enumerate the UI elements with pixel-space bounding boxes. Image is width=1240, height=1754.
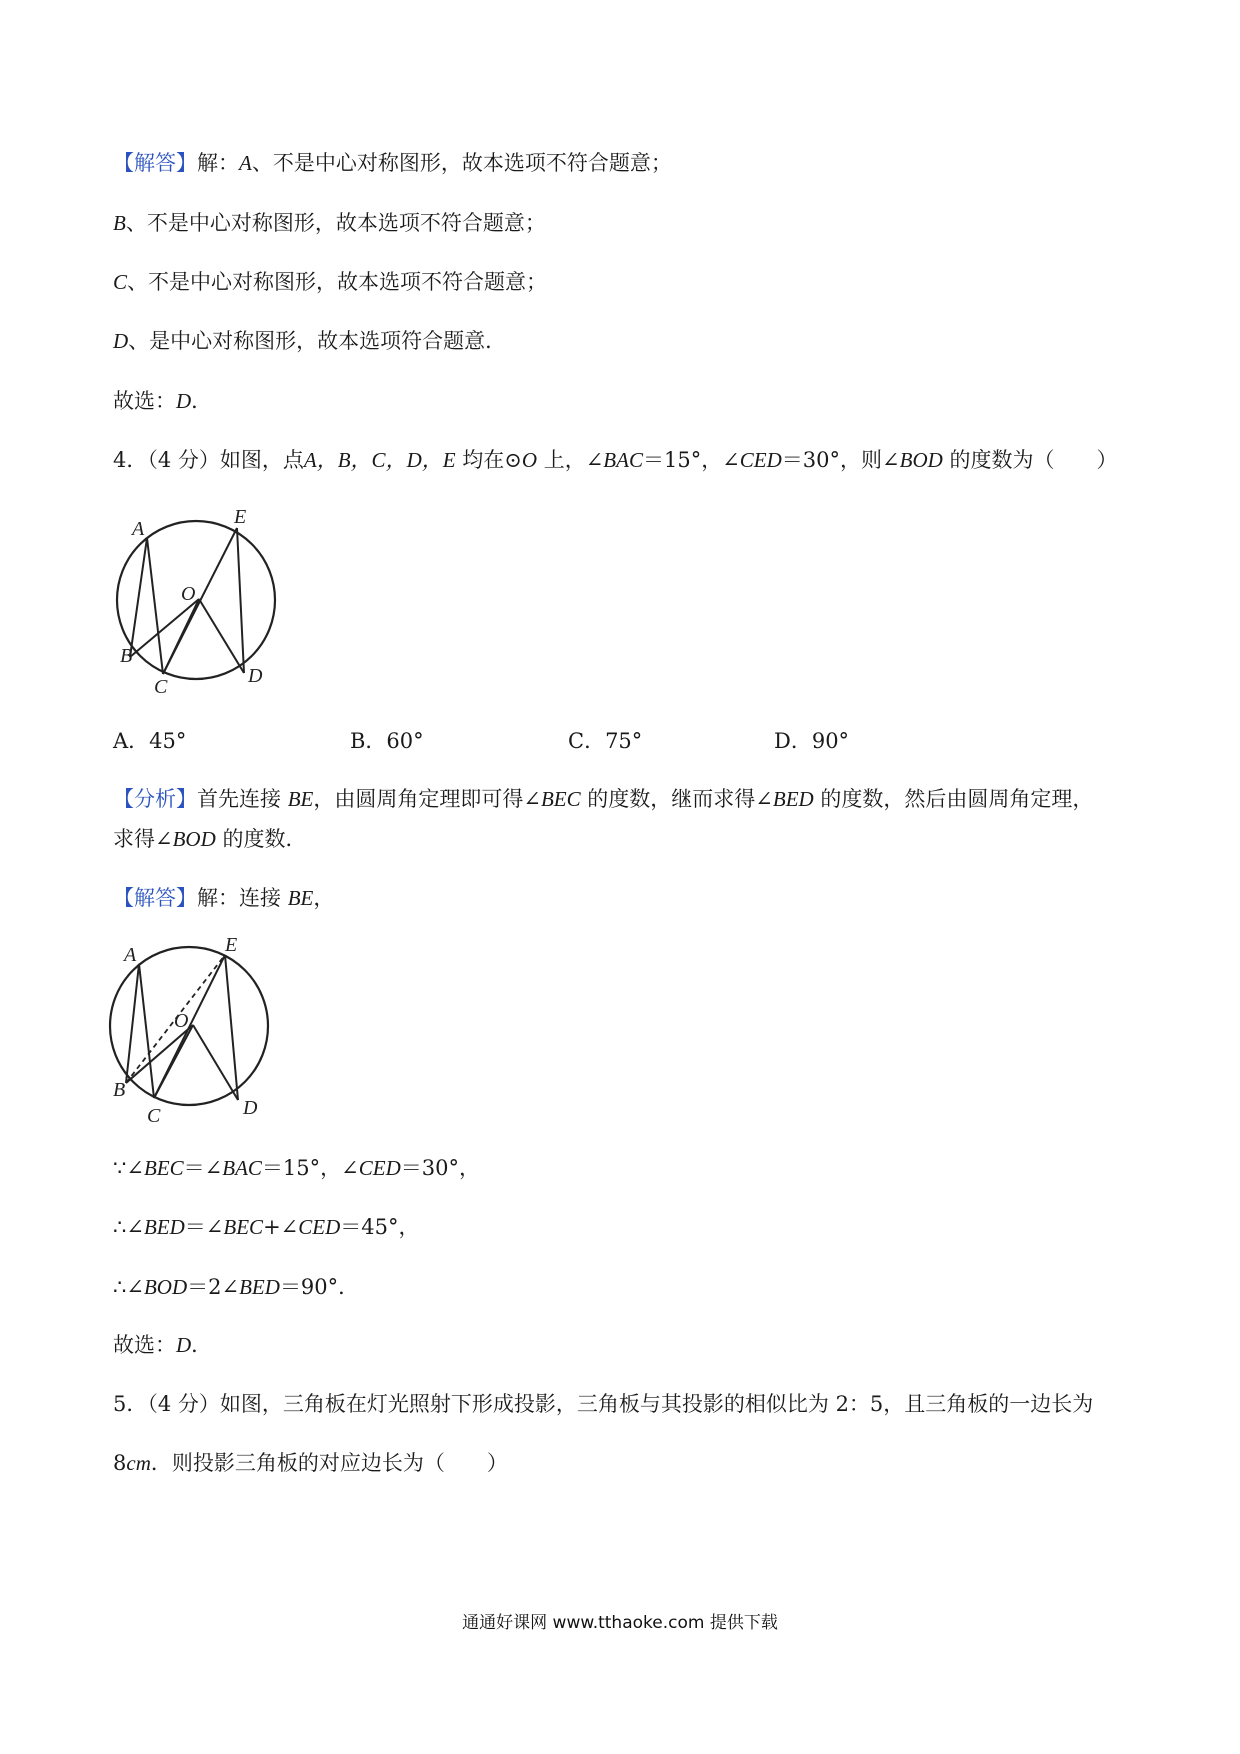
- q4-stem: [113, 445, 1117, 475]
- var: A: [239, 151, 252, 175]
- var: D: [176, 389, 192, 413]
- var: BEC: [223, 1215, 264, 1239]
- q4-step-2: [113, 1212, 420, 1242]
- label-b: B: [113, 1079, 126, 1101]
- text: 解：连接: [197, 886, 288, 910]
- var: BEC: [540, 787, 581, 811]
- q3-answer-line-1: [113, 148, 672, 178]
- text: 故选：: [113, 1333, 176, 1357]
- label-c: C: [154, 676, 168, 695]
- var: BED: [772, 787, 814, 811]
- var: CED: [298, 1215, 341, 1239]
- q4-step-1: [113, 1153, 480, 1183]
- text: ＝2∠: [187, 1275, 240, 1299]
- text: 上，∠: [537, 448, 604, 472]
- q3-answer-line-4: [113, 326, 506, 356]
- var: CED: [358, 1156, 401, 1180]
- analysis-tag: 【分析】: [113, 787, 197, 811]
- label-o: O: [174, 1010, 189, 1032]
- option-c: C．75°: [568, 729, 643, 753]
- var: BAC: [603, 448, 643, 472]
- var: O: [521, 448, 538, 472]
- label-d: D: [248, 665, 263, 687]
- q5-stem-line-2: [113, 1448, 508, 1478]
- text: 、是中心对称图形，故本选项符合题意．: [128, 329, 507, 353]
- var: CED: [739, 448, 782, 472]
- text: 4．（4 分）如图，点: [113, 448, 304, 472]
- q3-answer-line-2: [113, 208, 546, 238]
- text: ∴∠: [113, 1275, 144, 1299]
- text: ∵∠: [113, 1156, 144, 1180]
- text: ＝90°．: [279, 1275, 360, 1299]
- var: D: [113, 329, 129, 353]
- text: 、不是中心对称图形，故本选项不符合题意；: [125, 211, 546, 235]
- option-d: D．90°: [774, 729, 850, 753]
- var: BAC: [222, 1156, 262, 1180]
- var: BE: [287, 787, 314, 811]
- text: 求得∠: [113, 827, 173, 851]
- page-footer: 通通好课网 www.tthaoke.com 提供下载: [462, 1613, 778, 1633]
- text: ，: [313, 886, 335, 910]
- text: 、不是中心对称图形，故本选项不符合题意；: [127, 270, 548, 294]
- q4-choose: [113, 1330, 212, 1360]
- text: ＝15°，∠: [642, 448, 740, 472]
- text: ∴∠: [113, 1215, 144, 1239]
- label-a: A: [132, 518, 145, 540]
- text: 的度数为（ ）: [942, 448, 1118, 472]
- text: ＝30°，: [400, 1156, 480, 1180]
- option-b: B．60°: [350, 729, 424, 753]
- text: 的度数．: [215, 827, 307, 851]
- text: ．: [191, 389, 213, 413]
- label-b: B: [120, 645, 133, 667]
- q3-choose: [113, 386, 212, 416]
- q4-answer: [113, 883, 334, 913]
- text: 的度数，然后由圆周角定理，: [813, 787, 1094, 811]
- text: 均在⊙: [455, 448, 522, 472]
- option-a: A．45°: [113, 729, 187, 753]
- var: BE: [287, 886, 314, 910]
- var: cm: [126, 1451, 151, 1475]
- text: 8: [113, 1451, 127, 1475]
- q3-answer-line-3: [113, 267, 547, 297]
- text: ．: [191, 1333, 213, 1357]
- text: ＝45°，: [340, 1215, 420, 1239]
- var: C: [113, 270, 128, 294]
- circle-figure-2: [105, 936, 285, 1126]
- label-a: A: [124, 944, 137, 966]
- label-d: D: [243, 1097, 258, 1119]
- var: BOD: [172, 827, 216, 851]
- text: ＝15°，∠: [261, 1156, 359, 1180]
- text: 的度数，继而求得∠: [580, 787, 773, 811]
- var: B: [113, 211, 126, 235]
- text: 首先连接: [197, 787, 288, 811]
- q4-analysis-line-2: [113, 824, 306, 854]
- text: ＝∠: [183, 1156, 223, 1180]
- text: ，由圆周角定理即可得∠: [313, 787, 541, 811]
- circle-figure-1: [110, 505, 290, 695]
- var: BED: [239, 1275, 280, 1299]
- q5-stem-line-1: 5．（4 分）如图，三角板在灯光照射下形成投影，三角板与其投影的相似比为 2：5，且三角板的一边长为: [113, 1392, 1094, 1416]
- text: ．则投影三角板的对应边长为（ ）: [150, 1451, 508, 1475]
- label-o: O: [181, 583, 196, 605]
- label-e: E: [225, 936, 238, 956]
- text: +∠: [263, 1215, 299, 1239]
- label-e: E: [234, 506, 247, 528]
- var: D: [176, 1333, 192, 1357]
- q4-step-3: [113, 1272, 359, 1302]
- var: BEC: [143, 1156, 184, 1180]
- answer-tag: 【解答】: [113, 886, 197, 910]
- text: 故选：: [113, 389, 176, 413]
- var: A，B，C，D，E: [303, 448, 456, 472]
- label-c: C: [147, 1105, 161, 1126]
- text: 解：: [197, 151, 239, 175]
- q4-analysis-line-1: [113, 784, 1093, 814]
- text: ＝∠: [184, 1215, 224, 1239]
- var: BOD: [899, 448, 943, 472]
- var: BED: [143, 1215, 185, 1239]
- text: 、不是中心对称图形，故本选项不符合题意；: [251, 151, 672, 175]
- answer-tag: 【解答】: [113, 151, 197, 175]
- text: ＝30°，则∠: [781, 448, 900, 472]
- var: BOD: [143, 1275, 188, 1299]
